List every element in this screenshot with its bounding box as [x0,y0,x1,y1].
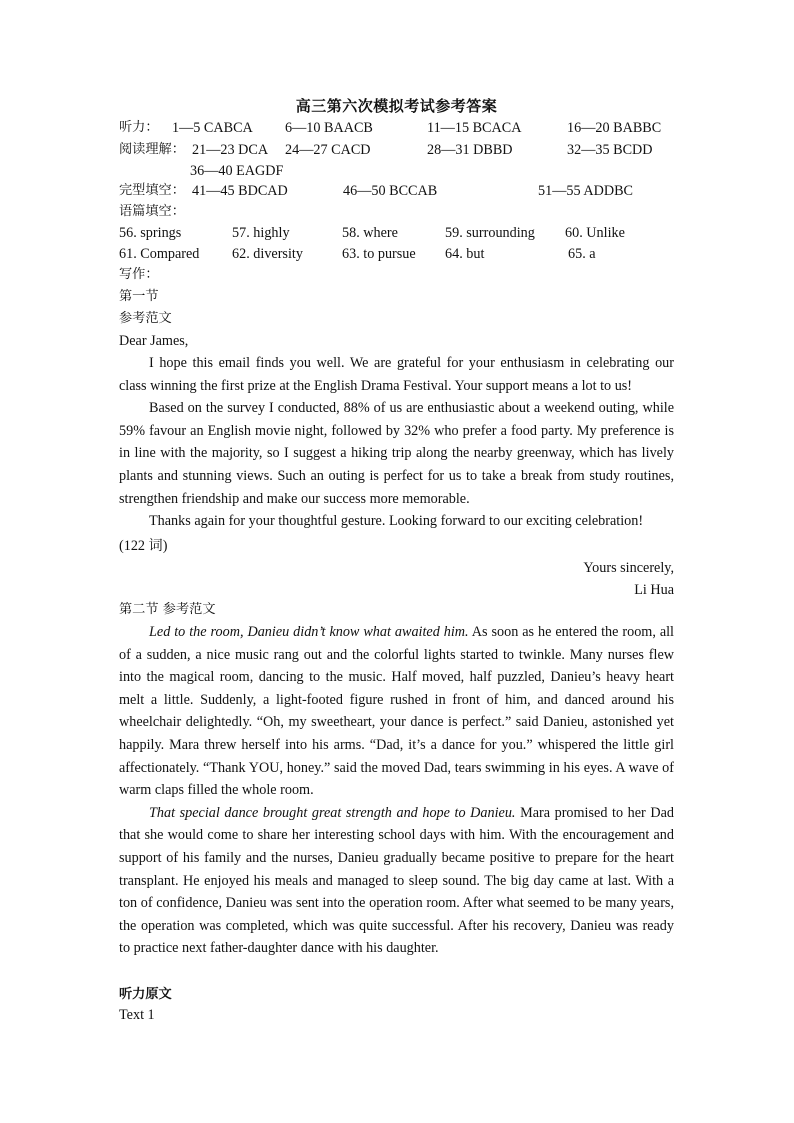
reading-label: 阅读理解： [119,142,185,157]
listening-group-4: 16—20 BABBC [567,120,662,136]
grammar-answer: 61. Compared [119,246,200,262]
word-count: (122 词) [119,538,168,554]
grammar-answer: 64. but [445,246,485,262]
paragraph-text: As soon as he entered the room, all of a sudden, a nice music rang out and the colorful lights started to twinkle. Many nurses flew into the magical room, dancing to the music. Half moved, half puzzled, Danieu’s heavy heart melt a little. Suddenly, a light-footed figure rushed in front of him, and danced around his wheelchair delightedly. “Oh, my sweetheart, your dance is perfect.” said Danieu, astonished yet happily. Mara threw herself into his arms. “Dad, it’s a dance for you.” whispered the little girl affectionately. “Thank YOU, honey.” said the moved Dad, tears swimming in his eyes. A wave of warm claps filled the whole room. [119,624,675,799]
sample-essay-label: 参考范文 [119,311,172,326]
grammar-answer: 62. diversity [232,246,303,262]
reading-group-3: 28—31 DBBD [427,142,513,158]
cloze-group-1: 41—45 BDCAD [192,183,288,199]
listening-group-1: 1—5 CABCA [172,120,253,136]
section-two-heading: 第二节 参考范文 [119,602,216,617]
reading-extra: 36—40 EAGDF [190,163,284,179]
reading-group-2: 24—27 CACD [285,142,371,158]
paragraph-lead-sentence: That special dance brought great strength and hope to Danieu. [149,804,516,821]
paragraph-lead-sentence: Led to the room, Danieu didn’t know what awaited him. [149,624,469,640]
continuation-essay [119,621,674,960]
page-title: 高三第六次模拟考试参考答案 [295,99,498,115]
grammar-answer: 56. springs [119,225,182,241]
letter-body [119,352,674,533]
letter-greeting: Dear James, [119,333,189,349]
transcript-text-label: Text 1 [119,1007,155,1023]
letter-paragraph: Based on the survey I conducted, 88% of us are enthusiastic about a weekend outing, while 59% favour an English movie night, followed by 32% who prefer a food party. My preference is in line with the majority, so I suggest a hiking trip along the nearby greenway, which has lively plants and stunning views. Such an outing is perfect for us to take a break from study routines, strengthen friendship and make our success more memorable. [119,400,674,507]
letter-paragraph: I hope this email finds you well. We are grateful for your enthusiasm in celebrating our class winning the first prize at the English Drama Festival. Your support means a lot to us! [119,355,674,394]
listening-label: 听力： [119,120,159,135]
essay-paragraph [119,621,674,802]
cloze-group-3: 51—55 ADDBC [538,183,633,199]
letter-closing: Yours sincerely, [583,560,674,576]
grammar-answer: 57. highly [232,225,290,241]
cloze-group-2: 46—50 BCCAB [343,183,438,199]
cloze-label: 完型填空： [119,183,185,198]
grammar-answer: 58. where [342,225,398,241]
listening-group-2: 6—10 BAACB [285,120,373,136]
reading-group-1: 21—23 DCA [192,142,269,158]
letter-paragraph: Thanks again for your thoughtful gesture. Looking forward to our exciting celebration! [149,513,644,530]
paragraph-text: Mara promised to her Dad that she would come to share her interesting school days with him. With the encouragement and support of his family and the nurses, Danieu gradually became positive to prepare for the heart transplant. He enjoyed his meals and managed to sleep sound. The big day came at last. With a ton of confidence, Danieu was sent into the operation room. After what seemed to be many years, the operation was completed, which was quite successful. After his recovery, Danieu was ready to practice next father-daughter dance with his daughter. [119,804,674,957]
grammar-answer: 59. surrounding [445,225,535,241]
essay-paragraph [119,802,674,960]
grammar-answer: 63. to pursue [342,246,416,262]
grammar-answer: 60. Unlike [565,225,625,241]
reading-group-4: 32—35 BCDD [567,142,653,158]
listening-group-3: 11—15 BCACA [427,120,522,136]
grammar-label: 语篇填空： [119,204,185,219]
section-one-heading: 第一节 [119,289,159,304]
grammar-answer: 65. a [568,246,596,262]
letter-signature: Li Hua [634,582,674,598]
writing-label: 写作： [119,267,159,282]
transcript-heading: 听力原文 [119,987,172,1002]
